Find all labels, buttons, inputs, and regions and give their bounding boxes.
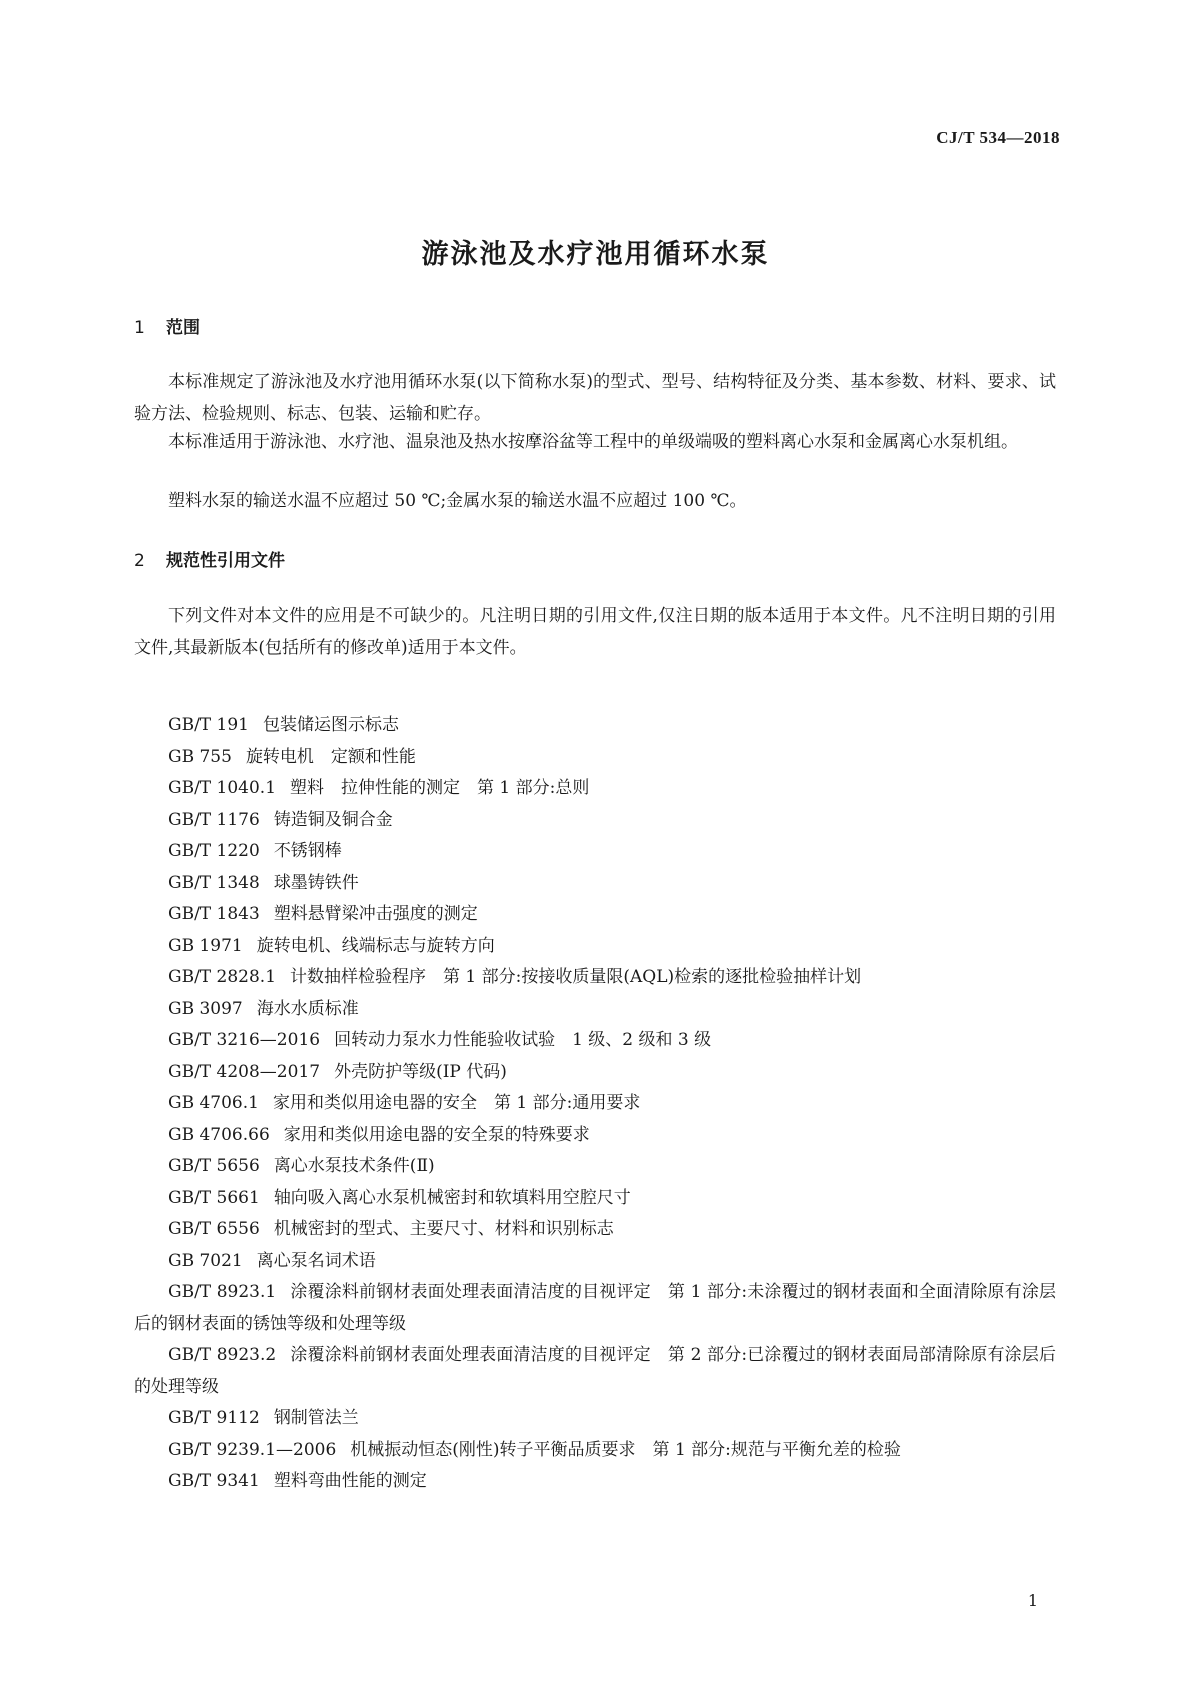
reference-title: 计数抽样检验程序 第 1 部分:按接收质量限(AQL)检索的逐批检验抽样计划 <box>290 967 862 987</box>
reference-item <box>134 1183 1056 1215</box>
reference-item <box>134 1025 1056 1057</box>
reference-item <box>134 1435 1056 1467</box>
reference-code: GB/T 5656 <box>168 1156 260 1176</box>
reference-title: 旋转电机、线端标志与旋转方向 <box>256 935 495 956</box>
reference-title: 离心水泵技术条件(Ⅱ) <box>273 1156 435 1176</box>
references-intro: 下列文件对本文件的应用是不可缺少的。凡注明日期的引用文件,仅注日期的版本适用于本文件。凡不注明日期的引用文件,其最新版本(包括所有的修改单)适用于本文件。 <box>134 606 1056 658</box>
section-2-title: 规范性引用文件 <box>166 551 285 571</box>
document-title: 游泳池及水疗池用循环水泵 <box>421 239 770 270</box>
reference-item <box>134 710 1056 742</box>
reference-title: 离心泵名词术语 <box>256 1250 376 1271</box>
reference-item <box>134 1057 1056 1089</box>
reference-code: GB/T 9341 <box>168 1471 260 1491</box>
reference-code: GB/T 1348 <box>168 872 260 893</box>
reference-title: 铸造铜及铜合金 <box>273 809 393 830</box>
reference-item <box>134 868 1056 900</box>
reference-item <box>134 1403 1056 1435</box>
reference-title: 旋转电机 定额和性能 <box>245 746 416 767</box>
section-1-title: 范围 <box>166 318 200 338</box>
reference-code: GB/T 6556 <box>168 1219 260 1239</box>
reference-code: GB 7021 <box>168 1250 243 1271</box>
section-1-number: 1 <box>134 318 145 338</box>
reference-title: 包装储运图示标志 <box>263 715 399 735</box>
reference-title: 轴向吸入离心水泵机械密封和软填料用空腔尺寸 <box>273 1187 631 1208</box>
scope-paragraph-1: 本标准规定了游泳池及水疗池用循环水泵(以下简称水泵)的型式、型号、结构特征及分类、基本参数、材料、要求、试验方法、检验规则、标志、包装、运输和贮存。 <box>134 372 1056 424</box>
reference-title: 机械振动恒态(刚性)转子平衡品质要求 第 1 部分:规范与平衡允差的检验 <box>350 1439 901 1460</box>
reference-title: 塑料弯曲性能的测定 <box>273 1471 427 1491</box>
reference-code: GB 4706.1 <box>168 1093 259 1113</box>
reference-list <box>134 710 1056 1498</box>
reference-code: GB/T 4208—2017 <box>168 1061 321 1082</box>
reference-item <box>134 1466 1056 1498</box>
reference-item <box>134 1120 1056 1152</box>
reference-code: GB/T 9239.1—2006 <box>168 1439 337 1460</box>
reference-item <box>134 931 1056 963</box>
reference-item <box>134 836 1056 868</box>
reference-title: 球墨铸铁件 <box>273 872 359 893</box>
reference-title: 家用和类似用途电器的安全 第 1 部分:通用要求 <box>272 1093 641 1113</box>
reference-title: 机械密封的型式、主要尺寸、材料和识别标志 <box>273 1219 614 1239</box>
reference-item <box>134 773 1056 805</box>
scope-paragraph-3: 塑料水泵的输送水温不应超过 50 ℃;金属水泵的输送水温不应超过 100 ℃。 <box>168 491 747 511</box>
reference-title: 塑料悬臂梁冲击强度的测定 <box>273 904 478 924</box>
reference-code: GB/T 2828.1 <box>168 967 277 987</box>
reference-title: 不锈钢棒 <box>273 841 342 861</box>
reference-item <box>134 1214 1056 1246</box>
reference-title: 家用和类似用途电器的安全泵的特殊要求 <box>283 1124 590 1145</box>
reference-code: GB 755 <box>168 746 232 767</box>
reference-item <box>134 1151 1056 1183</box>
reference-item <box>134 962 1056 994</box>
section-1-heading <box>134 313 200 338</box>
reference-item <box>134 742 1056 774</box>
reference-code: GB/T 1843 <box>168 904 260 924</box>
reference-title: 涂覆涂料前钢材表面处理表面清洁度的目视评定 第 1 部分:未涂覆过的钢材表面和全面清除原有涂层后的钢材表面的锈蚀等级和处理等级 <box>134 1282 1056 1334</box>
reference-code: GB/T 1176 <box>168 809 260 830</box>
reference-code: GB/T 8923.1 <box>168 1282 277 1302</box>
reference-code: GB/T 191 <box>168 715 249 735</box>
reference-code: GB/T 3216—2016 <box>168 1030 321 1050</box>
reference-title: 钢制管法兰 <box>273 1408 359 1428</box>
reference-code: GB/T 8923.2 <box>168 1345 277 1365</box>
reference-item <box>134 994 1056 1026</box>
reference-code: GB/T 9112 <box>168 1408 260 1428</box>
standard-code: CJ/T 534—2018 <box>936 128 1060 147</box>
reference-code: GB 4706.66 <box>168 1124 270 1145</box>
reference-code: GB 1971 <box>168 935 243 956</box>
reference-title: 海水水质标准 <box>256 998 359 1019</box>
reference-item <box>134 1246 1056 1278</box>
section-2-heading <box>134 546 285 571</box>
scope-paragraph-2: 本标准适用于游泳池、水疗池、温泉池及热水按摩浴盆等工程中的单级端吸的塑料离心水泵和金属离心水泵机组。 <box>168 432 1018 452</box>
reference-item <box>134 1088 1056 1120</box>
reference-code: GB/T 5661 <box>168 1187 260 1208</box>
reference-title: 塑料 拉伸性能的测定 第 1 部分:总则 <box>290 778 590 798</box>
reference-item <box>134 1340 1056 1403</box>
reference-item <box>134 899 1056 931</box>
section-2-number: 2 <box>134 551 145 571</box>
reference-code: GB 3097 <box>168 998 243 1019</box>
reference-title: 回转动力泵水力性能验收试验 1 级、2 级和 3 级 <box>334 1030 712 1050</box>
reference-item <box>134 805 1056 837</box>
reference-title: 外壳防护等级(IP 代码) <box>334 1061 507 1082</box>
page-number: 1 <box>1027 1591 1038 1610</box>
reference-code: GB/T 1040.1 <box>168 778 277 798</box>
reference-code: GB/T 1220 <box>168 841 260 861</box>
reference-title: 涂覆涂料前钢材表面处理表面清洁度的目视评定 第 2 部分:已涂覆过的钢材表面局部清除原有涂层后的处理等级 <box>134 1345 1056 1397</box>
reference-item <box>134 1277 1056 1340</box>
